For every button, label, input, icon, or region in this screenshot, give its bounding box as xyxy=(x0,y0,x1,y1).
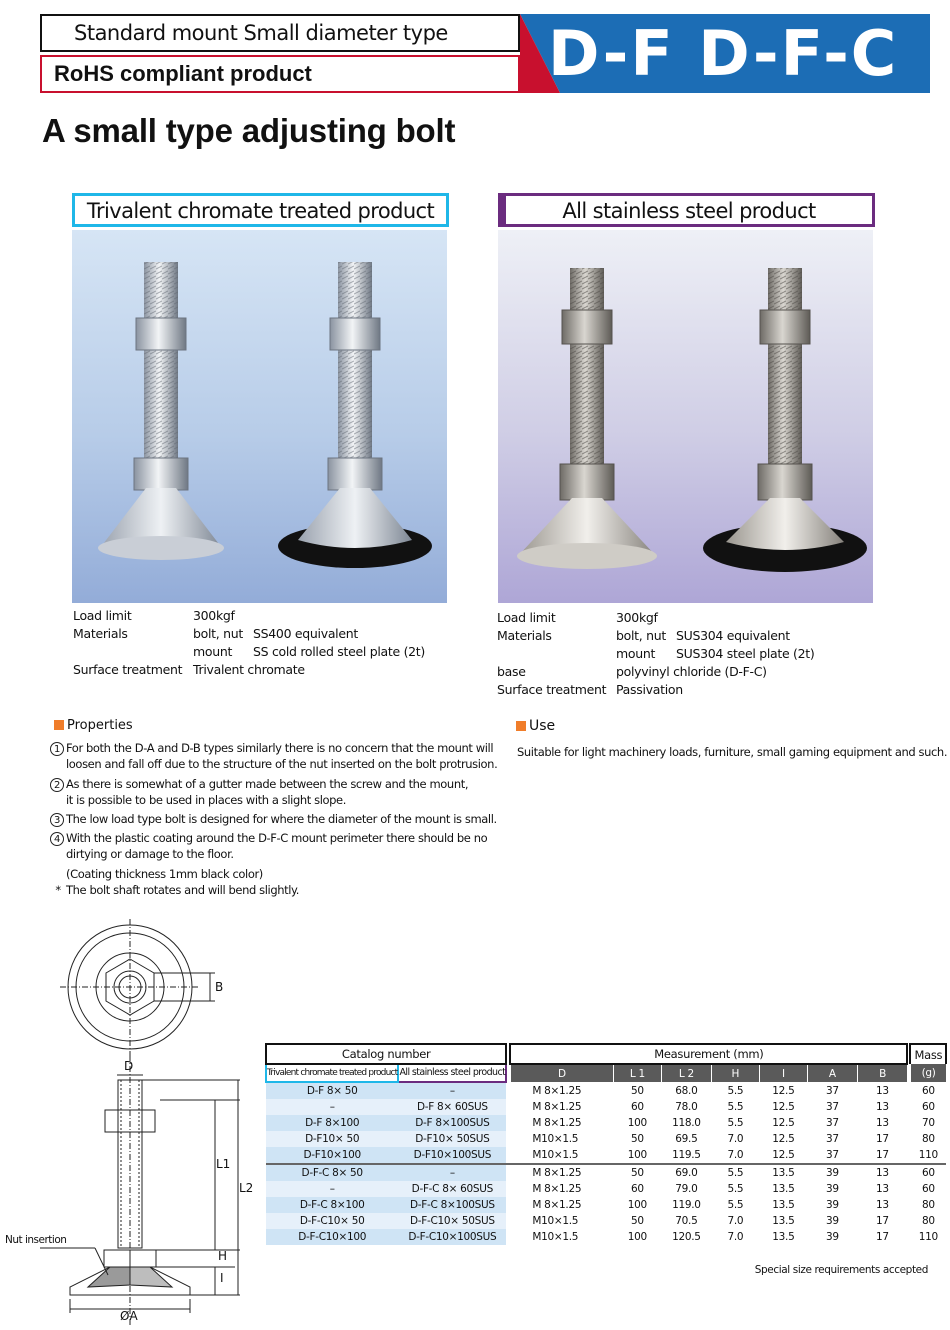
table-row xyxy=(266,1229,946,1245)
specs-stainless xyxy=(497,609,917,705)
measure-cell: M 8×1.25 xyxy=(532,1117,582,1129)
col-header-stainless: All stainless steel product xyxy=(398,1064,506,1082)
mass-cell: 110 xyxy=(918,1149,938,1161)
measurement-header: Measurement (mm) xyxy=(510,1044,907,1064)
spec-value: polyvinyl chloride (D-F-C) xyxy=(616,664,767,679)
measure-cell: 39 xyxy=(825,1215,839,1227)
measure-cell: 79.0 xyxy=(675,1183,698,1195)
measure-cell: 37 xyxy=(825,1149,839,1161)
measure-cell: 13 xyxy=(875,1084,889,1097)
measure-cell: 119.5 xyxy=(672,1149,701,1161)
measure-cell: 13.5 xyxy=(772,1231,795,1243)
measure-cell: 13 xyxy=(857,1164,907,1181)
table-row xyxy=(266,1099,946,1115)
measure-cell: 7.0 xyxy=(727,1215,744,1227)
bolt-icon xyxy=(278,262,432,568)
spec-label: Surface treatment xyxy=(73,662,183,677)
property-note-text: The bolt shaft rotates and will bend slightly. xyxy=(66,883,300,897)
measure-cell: 68.0 xyxy=(675,1084,698,1097)
bolt-icon xyxy=(703,268,867,572)
measure-cell: 37 xyxy=(825,1084,839,1097)
dim-label-i: I xyxy=(220,1271,224,1285)
col-header: D xyxy=(510,1064,613,1082)
square-bullet-icon xyxy=(516,721,526,731)
number-badge: 4 xyxy=(50,832,64,846)
measure-cell: 13 xyxy=(875,1183,889,1195)
property-note: (Coating thickness 1mm black color) xyxy=(66,867,263,881)
bolt-icon xyxy=(98,262,224,560)
col-header-chromate: Trivalent chromate treated product xyxy=(266,1064,398,1082)
measure-cell: 7.0 xyxy=(727,1149,744,1161)
measure-cell: 7.0 xyxy=(727,1133,744,1145)
spec-value: 300kgf xyxy=(616,610,658,625)
measure-cell: 60 xyxy=(630,1101,644,1113)
measure-cell: 5.5 xyxy=(727,1183,744,1195)
measure-cell: 12.5 xyxy=(772,1149,795,1161)
col-header: I xyxy=(759,1064,807,1082)
specs-chromate xyxy=(73,607,448,687)
measure-cell: 17 xyxy=(875,1215,889,1227)
special-size-note: Special size requirements accepted xyxy=(754,1264,928,1276)
table-row xyxy=(266,1131,946,1147)
table-row xyxy=(266,1197,946,1213)
catalog-chromate-cell: – xyxy=(266,1181,398,1197)
measure-cell: 39 xyxy=(825,1183,839,1195)
properties-list xyxy=(50,740,497,898)
mass-cell: 70 xyxy=(921,1117,935,1129)
spec-label: Load limit xyxy=(73,608,132,623)
mass-cell: 110 xyxy=(918,1231,938,1243)
property-line: For both the D-A and D-B types similarly there is no concern that the mount will xyxy=(66,741,494,755)
dim-label-b: B xyxy=(215,980,224,994)
spec-label: Surface treatment xyxy=(497,682,607,697)
page-title: A small type adjusting bolt xyxy=(42,112,456,149)
catalog-chromate-cell: D-F-C10×100 xyxy=(266,1229,398,1245)
measure-cell: 118.0 xyxy=(672,1117,701,1129)
property-line: As there is somewhat of a gutter made between the screw and the mount, xyxy=(66,777,469,791)
measure-cell: 70.5 xyxy=(675,1215,698,1227)
dim-label-d: D xyxy=(124,1059,134,1073)
catalog-chromate-cell: D-F10× 50 xyxy=(266,1131,398,1147)
measure-cell: 12.5 xyxy=(772,1117,795,1129)
measure-cell: 50 xyxy=(630,1215,644,1227)
measure-cell: 100 xyxy=(627,1117,647,1129)
number-badge: 2 xyxy=(50,778,64,792)
measure-cell: 13.5 xyxy=(772,1183,795,1195)
measure-cell: 119.0 xyxy=(672,1199,701,1211)
bolt-icon xyxy=(517,268,657,569)
measure-cell: M10×1.5 xyxy=(532,1231,579,1243)
table-row xyxy=(266,1213,946,1229)
measure-cell: 37 xyxy=(825,1101,839,1113)
measure-cell: 17 xyxy=(875,1231,889,1243)
measure-cell: M 8×1.25 xyxy=(532,1084,582,1097)
measure-cell: 50 xyxy=(630,1133,644,1145)
nut-insertion-label: Nut insertion xyxy=(5,1234,67,1246)
catalog-stainless-cell: D-F10× 50SUS xyxy=(398,1131,506,1147)
property-item xyxy=(50,740,497,756)
col-header: L 2 xyxy=(661,1064,711,1082)
property-line: The low load type bolt is designed for where the diameter of the mount is small. xyxy=(66,812,497,826)
catalog-chromate-cell: – xyxy=(266,1099,398,1115)
spec-value: SS cold rolled steel plate (2t) xyxy=(253,644,425,659)
mass-cell: 60 xyxy=(921,1101,935,1113)
product-photo-stainless xyxy=(498,230,873,603)
measure-cell: M10×1.5 xyxy=(532,1215,579,1227)
measure-cell: 37 xyxy=(825,1117,839,1129)
measure-cell: 60 xyxy=(630,1183,644,1195)
use-title-text: Use xyxy=(529,718,556,734)
spec-label: Materials xyxy=(73,626,128,641)
spec-value: SUS304 equivalent xyxy=(676,628,790,643)
dim-label-h: H xyxy=(218,1249,228,1263)
number-badge: 1 xyxy=(50,742,64,756)
table-row xyxy=(266,1147,946,1164)
measure-cell: 17 xyxy=(875,1133,889,1145)
dim-label-a: ØA xyxy=(120,1309,138,1323)
measure-cell: 17 xyxy=(875,1149,889,1161)
property-item xyxy=(50,776,497,792)
measure-cell: M 8×1.25 xyxy=(532,1101,582,1113)
measure-cell: 5.5 xyxy=(727,1199,744,1211)
catalog-header: Catalog number xyxy=(266,1044,506,1064)
properties-title-text: Properties xyxy=(67,718,133,733)
spec-label: mount xyxy=(193,644,233,659)
spec-label: Materials xyxy=(497,628,552,643)
number-badge: 3 xyxy=(50,813,64,827)
catalog-chromate-cell: D-F-C 8×100 xyxy=(266,1197,398,1213)
use-text: Suitable for light machinery loads, furniture, small gaming equipment and such. xyxy=(517,745,948,759)
use-title xyxy=(516,718,555,734)
measure-cell: 69.0 xyxy=(661,1164,711,1181)
col-header: A xyxy=(807,1064,857,1082)
catalog-chromate-cell: D-F10×100 xyxy=(266,1147,398,1164)
mass-unit: (g) xyxy=(910,1064,946,1082)
table-body xyxy=(266,1082,946,1245)
measure-cell: 5.5 xyxy=(727,1084,744,1097)
product-photo-chromate xyxy=(72,230,447,603)
properties-title xyxy=(54,718,133,733)
spec-value: Passivation xyxy=(616,682,683,697)
measure-cell: M 8×1.25 xyxy=(532,1199,582,1211)
measure-cell: 78.0 xyxy=(675,1101,698,1113)
table-row xyxy=(266,1082,946,1099)
spec-value: SS400 equivalent xyxy=(253,626,358,641)
spec-label: base xyxy=(497,664,526,679)
measure-cell: 50 xyxy=(613,1164,661,1181)
property-line: it is possible to be used in places with a slight slope. xyxy=(66,793,346,807)
mass-cell: 60 xyxy=(910,1164,946,1181)
measure-cell: 5.5 xyxy=(727,1117,744,1129)
dim-label-l2: L2 xyxy=(239,1181,254,1195)
measure-cell: 13.5 xyxy=(759,1164,807,1181)
catalog-stainless-cell: D-F-C 8× 60SUS xyxy=(398,1181,506,1197)
technical-drawing xyxy=(0,915,260,1325)
measure-cell: 13 xyxy=(875,1117,889,1129)
measure-cell: M 8×1.25 xyxy=(510,1164,613,1181)
measure-cell: 100 xyxy=(627,1231,647,1243)
catalog-chromate-cell: D-F-C10× 50 xyxy=(266,1213,398,1229)
spec-table xyxy=(265,1043,947,1245)
mass-cell: 80 xyxy=(921,1199,935,1211)
table-row xyxy=(266,1181,946,1197)
mass-cell: 60 xyxy=(921,1084,935,1097)
mass-cell: 80 xyxy=(921,1133,935,1145)
measure-cell: M10×1.5 xyxy=(532,1149,579,1161)
property-line: dirtying or damage to the floor. xyxy=(66,847,234,861)
catalog-stainless-cell: D-F 8×100SUS xyxy=(398,1115,506,1131)
measure-cell: 13 xyxy=(875,1199,889,1211)
spec-value: SUS304 steel plate (2t) xyxy=(676,646,815,661)
measure-cell: 39 xyxy=(825,1231,839,1243)
measure-cell: 12.5 xyxy=(772,1084,795,1097)
spec-label: bolt, nut xyxy=(193,626,243,641)
spec-label: Load limit xyxy=(497,610,556,625)
measure-cell: 69.5 xyxy=(675,1133,698,1145)
measure-cell: 5.5 xyxy=(711,1164,759,1181)
product-label-stainless: All stainless steel product xyxy=(498,193,875,227)
rohs-badge: RoHS compliant product xyxy=(40,55,520,93)
product-label-chromate: Trivalent chromate treated product xyxy=(72,193,449,227)
dim-label-l1: L1 xyxy=(216,1157,231,1171)
measure-cell: 100 xyxy=(627,1149,647,1161)
spec-value: 300kgf xyxy=(193,608,235,623)
table-row xyxy=(266,1115,946,1131)
measure-cell: 5.5 xyxy=(727,1101,744,1113)
measure-cell: 13.5 xyxy=(772,1199,795,1211)
measure-cell: 37 xyxy=(825,1133,839,1145)
measure-cell: 120.5 xyxy=(672,1231,701,1243)
catalog-stainless-cell: – xyxy=(398,1082,506,1099)
catalog-stainless-cell: D-F10×100SUS xyxy=(398,1147,506,1164)
property-line: loosen and fall off due to the structure of the nut inserted on the bolt protrusion. xyxy=(66,757,498,771)
model-codes: D-F D-F-C xyxy=(548,17,899,90)
catalog-stainless-cell: – xyxy=(398,1164,506,1181)
spec-label: mount xyxy=(616,646,656,661)
measure-cell: 50 xyxy=(630,1084,644,1097)
catalog-chromate-cell: D-F-C 8× 50 xyxy=(266,1164,398,1181)
measure-cell: 13 xyxy=(875,1101,889,1113)
col-header: L 1 xyxy=(613,1064,661,1082)
catalog-stainless-cell: D-F-C10×100SUS xyxy=(398,1229,506,1245)
measure-cell: 12.5 xyxy=(772,1133,795,1145)
measure-cell: 39 xyxy=(825,1199,839,1211)
catalog-chromate-cell: D-F 8×100 xyxy=(266,1115,398,1131)
measure-cell: M10×1.5 xyxy=(532,1133,579,1145)
measure-cell: 7.0 xyxy=(727,1231,744,1243)
spec-value: Trivalent chromate xyxy=(193,662,305,677)
col-header: H xyxy=(711,1064,759,1082)
mass-cell: 80 xyxy=(921,1215,935,1227)
table-row xyxy=(266,1164,946,1181)
catalog-chromate-cell: D-F 8× 50 xyxy=(266,1082,398,1099)
measure-cell: 100 xyxy=(627,1199,647,1211)
measure-cell: 13.5 xyxy=(772,1215,795,1227)
measure-cell: 39 xyxy=(807,1164,857,1181)
mass-cell: 60 xyxy=(921,1183,935,1195)
spec-label: bolt, nut xyxy=(616,628,666,643)
measure-cell: M 8×1.25 xyxy=(532,1183,582,1195)
square-bullet-icon xyxy=(54,720,64,730)
mass-header: Mass xyxy=(910,1044,946,1064)
header-subtitle: Standard mount Small diameter type xyxy=(40,14,520,52)
property-line: With the plastic coating around the D-F-C mount perimeter there should be no xyxy=(66,831,488,845)
measure-cell: 12.5 xyxy=(772,1101,795,1113)
asterisk-mark: * xyxy=(55,883,61,897)
catalog-stainless-cell: D-F 8× 60SUS xyxy=(398,1099,506,1115)
property-item xyxy=(50,811,497,827)
col-header: B xyxy=(857,1064,907,1082)
catalog-stainless-cell: D-F-C10× 50SUS xyxy=(398,1213,506,1229)
property-note xyxy=(50,882,497,898)
property-item xyxy=(50,830,497,846)
catalog-stainless-cell: D-F-C 8×100SUS xyxy=(398,1197,506,1213)
